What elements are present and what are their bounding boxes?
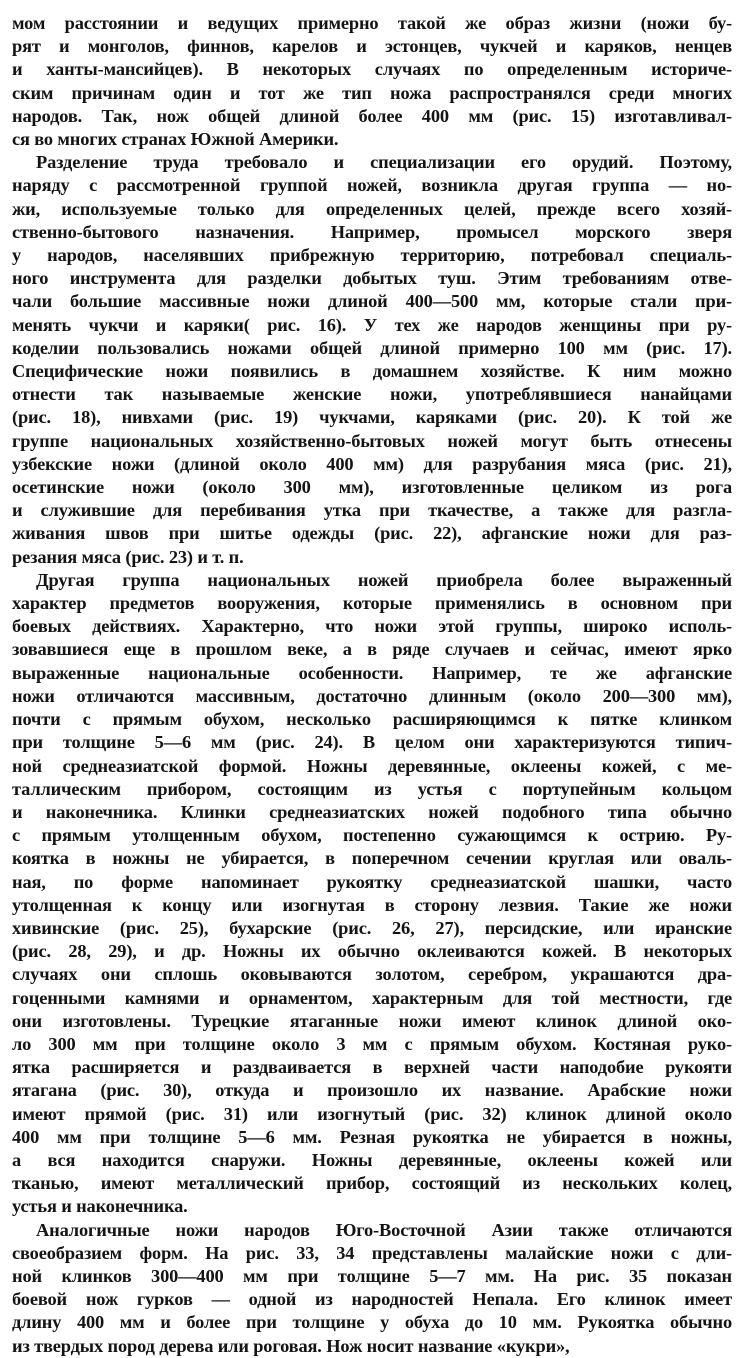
text-line: группе национальных хозяйственно-бытовых ножей могут быть отнесены <box>12 430 732 451</box>
text-line: жи, используемые только для определенных целей, прежде всего хозяй- <box>12 198 732 219</box>
text-line: коятка в ножны не убирается, в поперечном сечении круглая или оваль- <box>12 848 732 869</box>
text-line: наряду с рассмотренной группой ножей, возникла другая группа — но- <box>12 175 732 196</box>
text-line: ся во многих странах Южной Америки. <box>12 129 339 150</box>
text-line: и служившие для перебивания утка при ткачестве, а также для разгла- <box>12 500 732 521</box>
text-line: ятка расширяется и раздваивается в верхней части наподобие рукояти <box>12 1057 732 1078</box>
text-line: ственно-бытового назначения. Например, промысел морского зверя <box>12 221 732 242</box>
text-line: они изготовлены. Турецкие ятаганные ножи имеют клинок длиной око- <box>12 1010 732 1031</box>
text-line: (рис. 28, 29), и др. Ножны их обычно оклеиваются кожей. В некоторых <box>12 941 732 962</box>
text-line: ло 300 мм при толщине около 3 мм с прямым обухом. Костяная руко- <box>12 1033 732 1054</box>
text-line: боевой нож гурков — одной из народностей Непала. Его клинок имеет <box>12 1289 732 1310</box>
text-line: Разделение труда требовало и специализации его орудий. Поэтому, <box>36 152 732 173</box>
text-line: а вся находится снаружи. Ножны деревянные, оклеены кожей или <box>12 1149 732 1170</box>
text-line: отнести так называемые женские ножи, употреблявшиеся нанайцами <box>12 384 732 405</box>
text-line: с прямым утолщенным обухом, постепенно сужающимся к острию. Ру- <box>12 825 732 846</box>
text-line: чали большие массивные ножи длиной 400—500 мм, которые стали при- <box>12 291 732 312</box>
text-line: длину 400 мм и более при толщине у обуха до 10 мм. Рукоятка обычно <box>12 1312 732 1333</box>
text-line: 400 мм при толщине 5—6 мм. Резная рукоятка не убирается в ножны, <box>12 1126 732 1147</box>
text-line: осетинские ножи (около 300 мм), изготовленные целиком из рога <box>12 477 732 498</box>
text-line: выраженные национальные особенности. Например, те же афганские <box>12 662 732 683</box>
text-line: хивинские (рис. 25), бухарские (рис. 26, 27), персидские, или иранские <box>12 917 732 938</box>
page-text <box>12 12 732 1358</box>
text-line: ятагана (рис. 30), откуда и произошло их название. Арабские ножи <box>12 1080 732 1101</box>
text-line: мом расстоянии и ведущих примерно такой же образ жизни (ножи бу- <box>12 13 732 33</box>
paragraph <box>12 12 732 151</box>
text-line: из твердых пород дерева или роговая. Нож носит название «кукри», <box>12 1335 570 1356</box>
text-line: (рис. 18), нивхами (рис. 19) чукчами, каряками (рис. 20). К той же <box>12 407 732 428</box>
text-line: ной клинков 300—400 мм при толщине 5—7 мм. На рис. 35 показан <box>12 1265 732 1286</box>
text-line: тканью, имеют металлический прибор, состоящий из нескольких колец, <box>12 1173 732 1194</box>
text-line: у народов, населявших прибрежную территорию, потребовал специаль- <box>12 245 732 266</box>
text-line: Другая группа национальных ножей приобрела более выраженный <box>36 569 732 590</box>
text-line: и ханты-мансийцев). В некоторых случаях по определенным историче- <box>12 59 732 80</box>
text-line: зовавшиеся еще в прошлом веке, а в ряде случаев и сейчас, имеют ярко <box>12 639 732 660</box>
text-line: ная, по форме напоминает рукоятку среднеазиатской шашки, часто <box>12 871 732 892</box>
text-line: ного инструмента для разделки добытых туш. Этим требованиям отве- <box>12 268 732 289</box>
paragraph <box>12 1219 732 1358</box>
text-line: Аналогичные ножи народов Юго-Восточной Азии также отличаются <box>36 1219 732 1240</box>
text-line: своеобразием форм. На рис. 33, 34 представлены малайские ножи с дли- <box>12 1242 732 1263</box>
text-line: резания мяса (рис. 23) и т. п. <box>12 546 244 567</box>
text-line: случаях они сплошь оковываются золотом, серебром, украшаются дра- <box>12 964 732 985</box>
text-line: устья и наконечника. <box>12 1196 188 1217</box>
paragraph <box>12 151 732 569</box>
text-line: ским причинам один и тот же тип ножа распространялся среди многих <box>12 82 732 103</box>
text-line: и наконечника. Клинки среднеазиатских ножей подобного типа обычно <box>12 801 732 822</box>
text-line: боевых действиях. Характерно, что ножи этой группы, широко исполь- <box>12 616 732 637</box>
text-line: имеют прямой (рис. 31) или изогнутый (рис. 32) клинок длиной около <box>12 1103 732 1124</box>
text-line: менять чукчи и каряки( рис. 16). У тех же народов женщины при ру- <box>12 314 732 335</box>
text-line: ножи отличаются массивным, достаточно длинным (около 200—300 мм), <box>12 685 732 706</box>
text-line: таллическим прибором, состоящим из устья с портупейным кольцом <box>12 778 732 799</box>
text-line: коделии пользовались ножами общей длиной примерно 100 мм (рис. 17). <box>12 337 732 358</box>
text-line: утолщенная к концу или изогнутая в сторону лезвия. Такие же ножи <box>12 894 732 915</box>
text-line: характер предметов вооружения, которые применялись в основном при <box>12 593 732 614</box>
text-line: рят и монголов, финнов, карелов и эстонцев, чукчей и каряков, ненцев <box>12 36 732 57</box>
text-line: гоценными камнями и орнаментом, характерным для той местности, где <box>12 987 732 1008</box>
paragraph <box>12 569 732 1219</box>
text-line: ной среднеазиатской формой. Ножны деревянные, оклеены кожей, с ме- <box>12 755 732 776</box>
text-line: почти с прямым обухом, несколько расширяющимся к пятке клинком <box>12 709 732 730</box>
text-line: при толщине 5—6 мм (рис. 24). В целом они характеризуются типич- <box>12 732 732 753</box>
text-line: живания швов при шитье одежды (рис. 22), афганские ножи для раз- <box>12 523 732 544</box>
text-line: народов. Так, нож общей длиной более 400 мм (рис. 15) изготавливал- <box>12 105 732 126</box>
text-line: узбекские ножи (длиной около 400 мм) для разрубания мяса (рис. 21), <box>12 453 732 474</box>
text-line: Специфические ножи появились в домашнем хозяйстве. К ним можно <box>12 361 732 382</box>
